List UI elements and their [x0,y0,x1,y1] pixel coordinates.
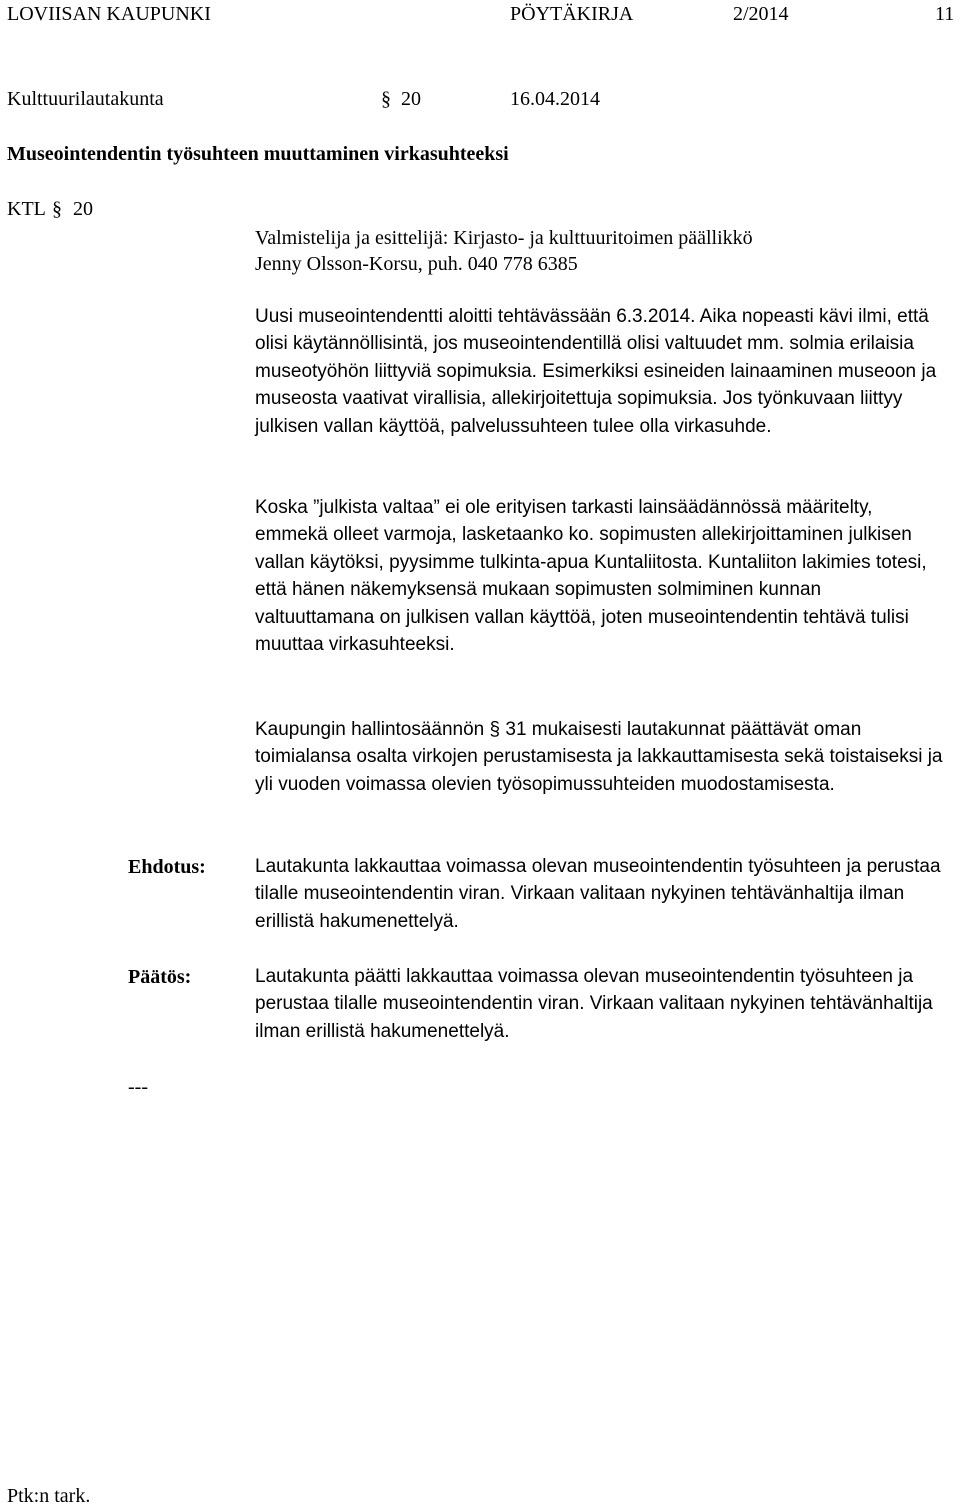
org-name: LOVIISAN KAUPUNKI [7,3,211,25]
decision-text: Lautakunta päätti lakkauttaa voimassa olevan museointendentin työsuhteen ja perustaa tilalle museointendentin viran. Virkaan valitaan nykyinen tehtävänhaltija ilman erillistä hakumenettelyä. [255,966,933,1042]
paragraph-administrative-rules: Kaupungin hallintosäännön § 31 mukaisesti lautakunnat päättävät oman toimialansa osalta virkojen perustamisesta ja lakkauttamisesta sekä toistaiseksi ja yli vuoden voimassa olevien työsopimussuhteiden muodostamisesta. [255,719,943,795]
doc-number: 2/2014 [733,3,789,25]
preparer-line-2: Jenny Olsson-Korsu, puh. 040 778 6385 [255,253,578,275]
committee-name: Kulttuurilautakunta [7,88,164,110]
section-symbol: § [381,88,391,110]
end-mark: --- [128,1076,148,1098]
ref-label: KTL [7,198,46,220]
meeting-date: 16.04.2014 [510,88,600,110]
ref-number: 20 [73,198,93,220]
doc-type: PÖYTÄKIRJA [510,3,634,25]
paragraph-legal-interpretation: Koska ”julkista valtaa” ei ole erityisen tarkasti lainsäädännössä määritelty, emmekä olleet varmoja, lasketaanko ko. sopimusten allekirjoittaminen julkisen vallan käytöksi, pyysimme tulkinta-apua Kuntaliitosta. Kuntaliiton lakimies totesi, että hänen näkemyksensä mukaan sopimusten solmiminen kunnan valtuuttamana on julkisen vallan käyttöä, joten museointendentin tehtävä tulisi muuttaa virkasuhteeksi. [255,497,927,656]
footer-text: Ptk:n tark. [7,1485,91,1507]
page-title: Museointendentin työsuhteen muuttaminen virkasuhteeksi [7,143,509,165]
ref-section-symbol: § [52,198,62,220]
decision-label: Päätös: [128,966,192,988]
paragraph-background: Uusi museointendentti aloitti tehtävässään 6.3.2014. Aika nopeasti kävi ilmi, että olisi käytännöllisintä, jos museointendentillä olisi valtuudet mm. solmia erilaisia museotyöhön liittyviä sopimuksia. Esimerkiksi esineiden lainaaminen museoon ja museosta vaativat virallisia, allekirjoitettuja sopimuksia. Jos työnkuvaan liittyy julkisen vallan käyttöä, palvelussuhteen tulee olla virkasuhde. [255,306,937,437]
proposal-label: Ehdotus: [128,856,206,878]
preparer-line-1: Valmistelija ja esittelijä: Kirjasto- ja kulttuuritoimen päällikkö [255,227,753,249]
section-number: 20 [401,88,421,110]
proposal-text: Lautakunta lakkauttaa voimassa olevan museointendentin työsuhteen ja perustaa tilalle museointendentin viran. Virkaan valitaan nykyinen tehtävänhaltija ilman erillistä hakumenettelyä. [255,856,941,932]
page-number: 11 [935,3,955,25]
